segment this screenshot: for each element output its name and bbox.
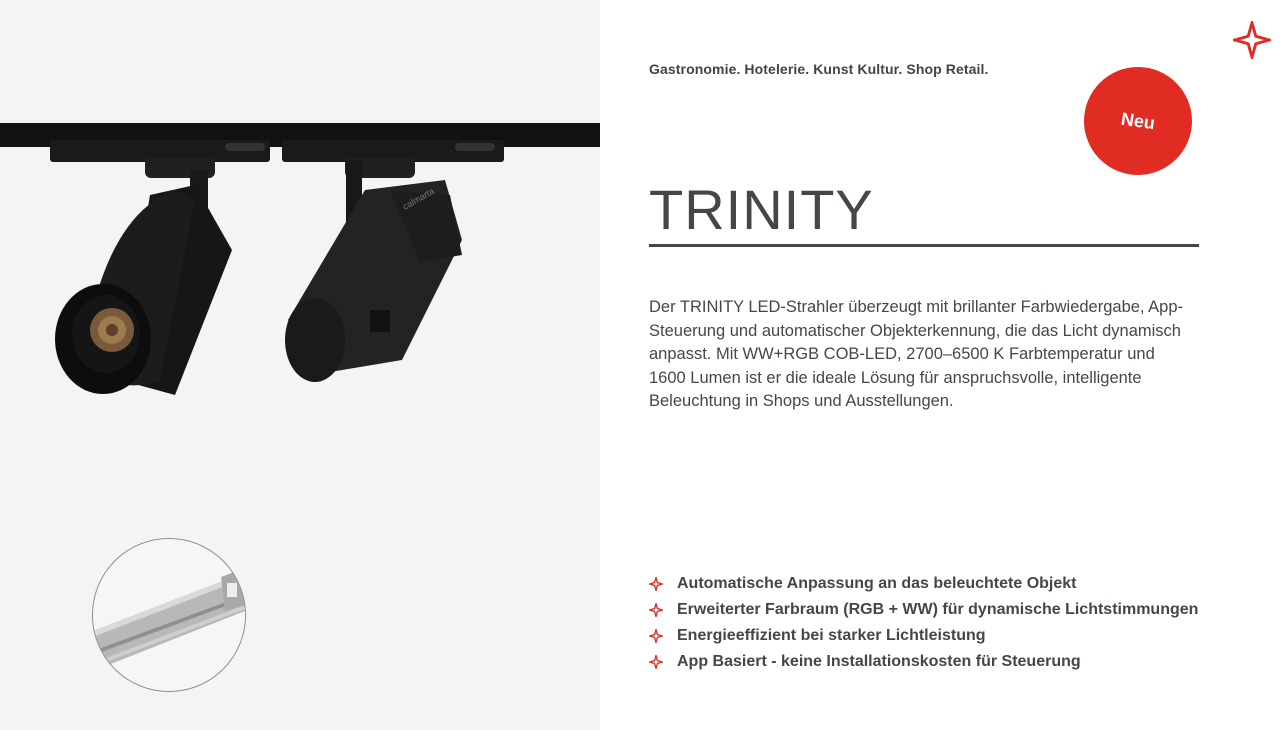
product-image-panel — [0, 0, 600, 730]
feature-list — [649, 574, 1209, 678]
product-description: Der TRINITY LED-Strahler überzeugt mit brillanter Farbwiedergabe, App-Steuerung und automatischer Objekterkennung, die das Licht dynamisch anpasst. Mit WW+RGB COB-LED, 2700–6500 K Farbtemperatur und 1600 Lumen ist er die ideale Lösung für anspruchsvolle, intelligente Beleuchtung in Shops und Ausstellungen. — [649, 298, 1184, 410]
four-point-star-icon — [649, 577, 663, 591]
feature-item — [649, 626, 1209, 646]
product-title: TRINITY — [649, 178, 874, 241]
category-tagline: Gastronomie. Hotelerie. Kunst Kultur. Shop Retail. — [649, 61, 989, 77]
four-point-star-icon — [649, 655, 663, 669]
new-badge-label: Neu — [1119, 108, 1157, 133]
feature-item — [649, 652, 1209, 672]
four-point-star-icon — [649, 629, 663, 643]
feature-item — [649, 600, 1209, 620]
feature-text: Energieeffizient bei starker Lichtleistung — [677, 627, 986, 644]
title-divider — [649, 244, 1199, 247]
feature-text: Erweiterter Farbraum (RGB + WW) für dynamische Lichtstimmungen — [677, 601, 1199, 618]
track-profile-image — [92, 538, 246, 692]
four-point-star-icon — [1233, 21, 1271, 59]
product-info-panel — [600, 0, 1280, 730]
feature-text: App Basiert - keine Installationskosten für Steuerung — [677, 653, 1081, 670]
spotlight-illustration — [0, 0, 600, 730]
four-point-star-icon — [649, 603, 663, 617]
new-badge — [1084, 67, 1192, 175]
spotlight-logo: calmarta — [401, 185, 436, 212]
feature-item — [649, 574, 1209, 594]
feature-text: Automatische Anpassung an das beleuchtete Objekt — [677, 575, 1077, 592]
